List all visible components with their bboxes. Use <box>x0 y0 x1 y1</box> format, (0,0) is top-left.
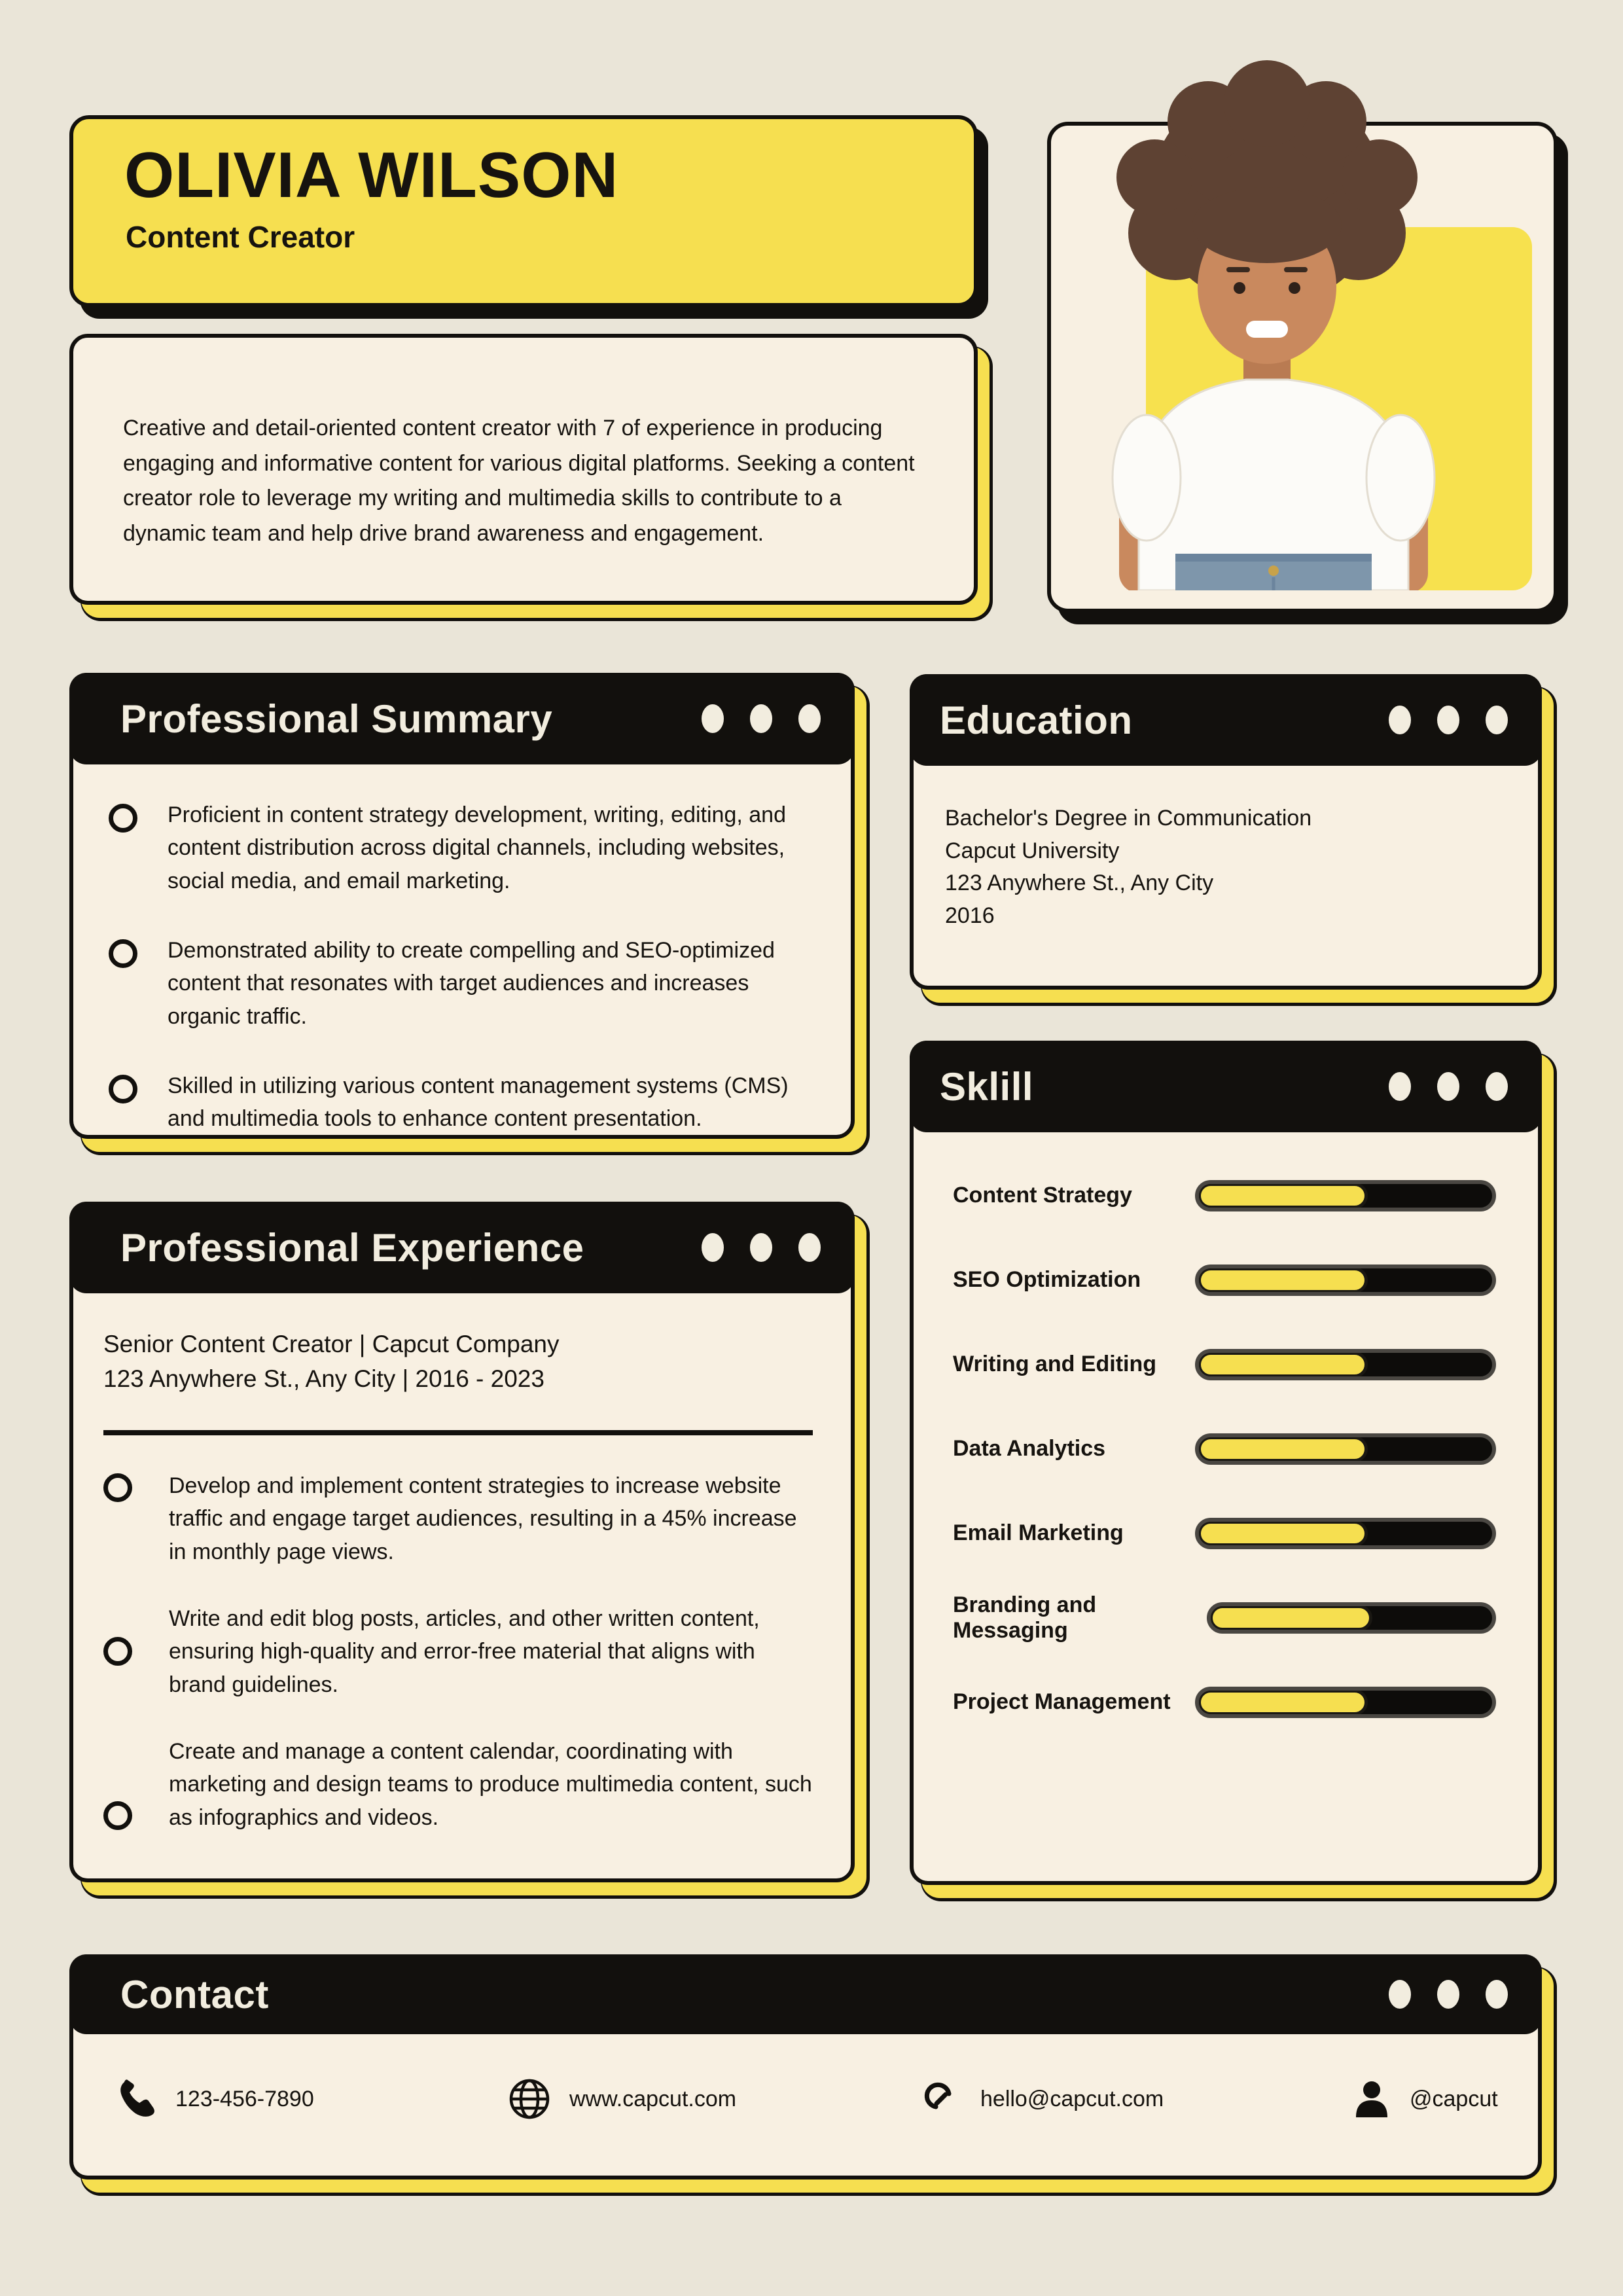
skill-progress-fill <box>1198 1436 1368 1462</box>
section-title: Sklill <box>940 1064 1034 1109</box>
contact-social-text: @capcut <box>1410 2086 1498 2111</box>
section-title: Education <box>940 698 1133 742</box>
bullet-circle-icon <box>109 1075 137 1103</box>
skills-list <box>914 1128 1538 1744</box>
contact-website <box>508 2077 736 2121</box>
experience-header <box>69 1202 855 1293</box>
bullet-text: Proficient in content strategy development, writing, editing, and content distribution across digital channels, including websites, social media, and email marketing. <box>168 802 786 893</box>
contact-header <box>69 1954 1542 2034</box>
skill-label: Writing and Editing <box>953 1352 1156 1376</box>
contact-social <box>1352 2078 1498 2120</box>
skill-progress-fill <box>1198 1352 1368 1378</box>
intro-card <box>69 334 978 605</box>
education-school: Capcut University <box>945 838 1120 863</box>
skill-label: Branding and Messaging <box>953 1592 1097 1643</box>
skill-label: Content Strategy <box>953 1183 1132 1208</box>
contact-email <box>920 2078 1164 2120</box>
education-degree: Bachelor's Degree in Communication <box>945 806 1312 831</box>
globe-icon <box>508 2077 551 2121</box>
summary-bullet-list <box>73 761 851 1136</box>
professional-experience-card <box>69 1202 855 1882</box>
list-item <box>109 798 817 897</box>
window-dot-icon <box>750 704 772 733</box>
window-dot-icon <box>1437 706 1459 734</box>
experience-body <box>73 1289 851 1834</box>
experience-bullet-list <box>103 1469 817 1834</box>
skill-progress-bar <box>1195 1265 1496 1296</box>
person-name: OLIVIA WILSON <box>124 139 619 211</box>
section-title: Professional Summary <box>120 696 553 741</box>
skill-progress-fill <box>1198 1520 1368 1547</box>
list-item <box>103 1735 817 1834</box>
window-dot-icon <box>1486 706 1508 734</box>
section-title: Contact <box>120 1972 269 2017</box>
window-dots <box>702 1233 821 1262</box>
phone-icon <box>115 2078 157 2120</box>
window-dot-icon <box>1437 1980 1459 2009</box>
contact-body <box>73 2030 1538 2168</box>
window-dot-icon <box>1486 1072 1508 1101</box>
contact-phone-text: 123-456-7890 <box>175 2086 314 2111</box>
list-item <box>109 1069 817 1136</box>
skill-label: Project Management <box>953 1689 1171 1714</box>
list-item <box>103 1469 817 1568</box>
window-dot-icon <box>798 704 821 733</box>
skill-progress-bar <box>1195 1180 1496 1211</box>
bullet-circle-icon <box>103 1801 132 1830</box>
skill-row <box>914 1153 1538 1238</box>
bullet-text: Create and manage a content calendar, coordinating with marketing and design teams to produce multimedia content, such as infographics and videos. <box>169 1738 812 1830</box>
window-dot-icon <box>1486 1980 1508 2009</box>
bullet-circle-icon <box>103 1473 132 1502</box>
skill-row <box>914 1407 1538 1491</box>
contact-card <box>69 1954 1542 2179</box>
window-dot-icon <box>702 704 724 733</box>
skill-label: Email Marketing <box>953 1520 1124 1545</box>
divider <box>103 1430 813 1435</box>
skill-row <box>914 1322 1538 1407</box>
user-icon <box>1352 2078 1391 2120</box>
skills-header <box>910 1041 1542 1132</box>
skill-progress-fill <box>1198 1183 1368 1209</box>
photo-card <box>1047 122 1558 613</box>
education-details <box>914 762 1538 933</box>
skill-progress-bar <box>1195 1349 1496 1380</box>
contact-email-text: hello@capcut.com <box>980 2086 1164 2111</box>
experience-meta: 123 Anywhere St., Any City | 2016 - 2023 <box>103 1365 544 1392</box>
bullet-text: Skilled in utilizing various content management systems (CMS) and multimedia tools to enhance content presentation. <box>168 1073 789 1132</box>
skill-progress-fill <box>1209 1605 1372 1631</box>
contact-website-text: www.capcut.com <box>569 2086 737 2111</box>
link-icon <box>920 2078 962 2120</box>
bullet-circle-icon <box>109 939 137 968</box>
portrait-illustration <box>1051 43 1561 698</box>
window-dots <box>1389 1072 1508 1101</box>
list-item <box>103 1602 817 1701</box>
education-card <box>910 674 1542 990</box>
summary-header <box>69 673 855 764</box>
skill-progress-bar <box>1195 1433 1496 1465</box>
skill-label: SEO Optimization <box>953 1267 1141 1292</box>
contact-phone <box>115 2078 314 2120</box>
window-dots <box>702 704 821 733</box>
skill-progress-bar <box>1195 1518 1496 1549</box>
skill-progress-fill <box>1198 1689 1368 1715</box>
window-dot-icon <box>702 1233 724 1262</box>
skill-row <box>914 1660 1538 1744</box>
skill-row <box>914 1238 1538 1322</box>
professional-summary-card <box>69 673 855 1139</box>
skill-row <box>914 1575 1538 1660</box>
bullet-text: Write and edit blog posts, articles, and other written content, ensuring high-quality and error-free material that aligns with brand guidelines. <box>169 1606 760 1697</box>
intro-text: Creative and detail-oriented content creator with 7 of experience in producing engaging and informative content for various digital platforms. Seeking a content creator role to leverage my writing and multimedia skills to contribute to a dynamic team and help drive brand awareness and engagement. <box>123 416 915 547</box>
education-year: 2016 <box>945 903 995 928</box>
person-job-title: Content Creator <box>126 219 355 254</box>
skill-progress-fill <box>1198 1267 1368 1293</box>
skill-progress-bar <box>1195 1687 1496 1718</box>
section-title: Professional Experience <box>120 1225 584 1270</box>
window-dot-icon <box>1437 1072 1459 1101</box>
education-address: 123 Anywhere St., Any City <box>945 870 1214 896</box>
name-card <box>69 115 978 307</box>
skills-card <box>910 1041 1542 1885</box>
window-dot-icon <box>798 1233 821 1262</box>
bullet-text: Demonstrated ability to create compelling and SEO-optimized content that resonates with target audiences and increases organic traffic. <box>168 937 775 1029</box>
skill-label: Data Analytics <box>953 1436 1106 1461</box>
window-dot-icon <box>1389 1980 1411 2009</box>
skill-row <box>914 1491 1538 1575</box>
window-dots <box>1389 1980 1508 2009</box>
window-dot-icon <box>1389 706 1411 734</box>
window-dot-icon <box>750 1233 772 1262</box>
skill-progress-bar <box>1207 1602 1496 1634</box>
list-item <box>109 934 817 1033</box>
window-dot-icon <box>1389 1072 1411 1101</box>
education-header <box>910 674 1542 766</box>
bullet-text: Develop and implement content strategies to increase website traffic and engage target audiences, resulting in a 45% increase in monthly page views. <box>169 1473 797 1564</box>
experience-role: Senior Content Creator | Capcut Company <box>103 1331 560 1357</box>
window-dots <box>1389 706 1508 734</box>
bullet-circle-icon <box>109 804 137 833</box>
bullet-circle-icon <box>103 1637 132 1666</box>
